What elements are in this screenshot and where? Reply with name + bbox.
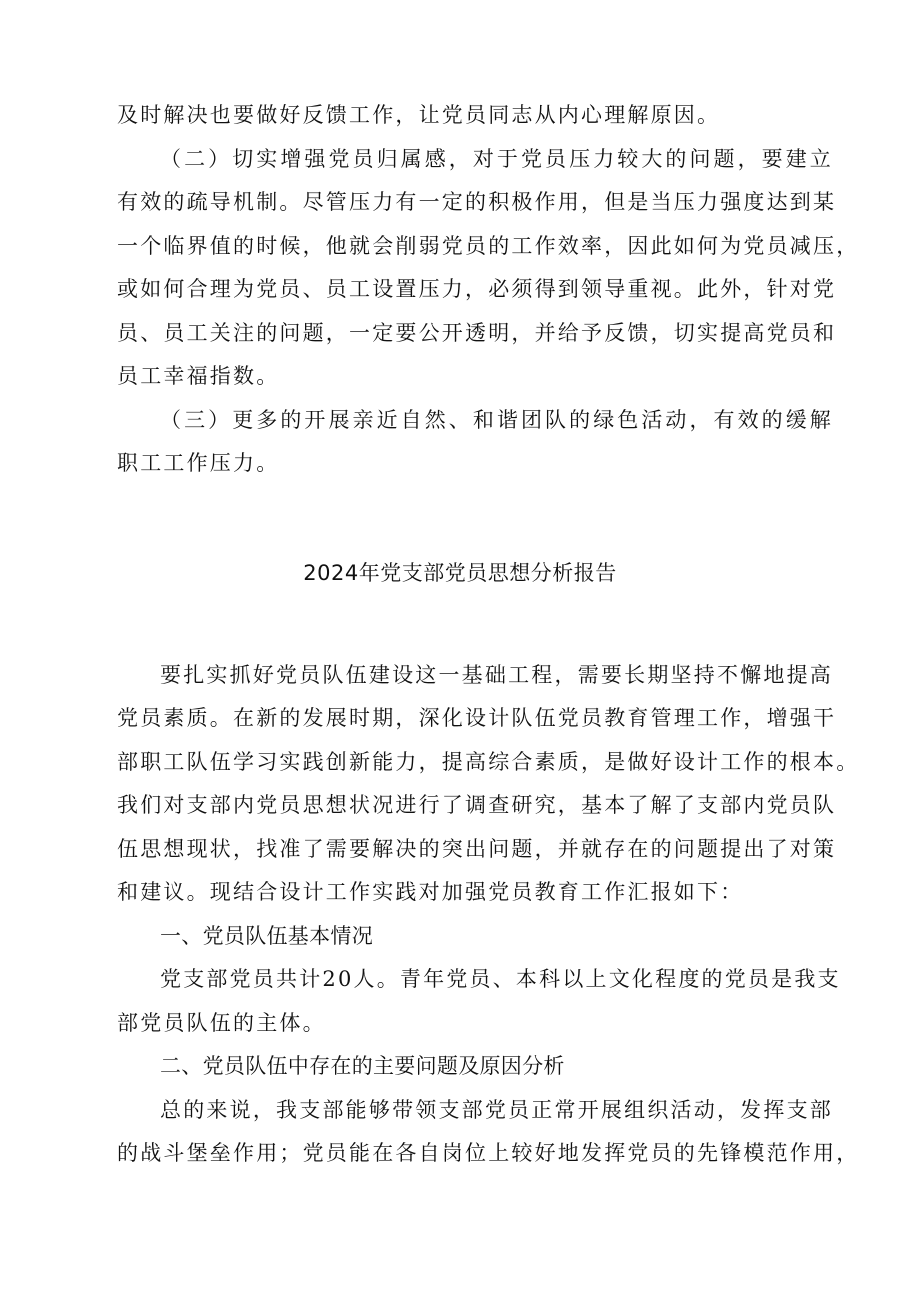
paragraph-line: 要扎实抓好党员队伍建设这一基础工程，需要长期坚持不懈地提高: [160, 663, 833, 687]
section-heading: 一、党员队伍基本情况: [160, 924, 373, 948]
paragraph-line: 伍思想现状，找准了需要解决的突出问题，并就存在的问题提出了对策: [117, 837, 837, 861]
paragraph-line: 党支部党员共计20人。青年党员、本科以上文化程度的党员是我支: [160, 967, 841, 991]
paragraph-line: 的战斗堡垒作用；党员能在各自岗位上较好地发挥党员的先锋模范作用，: [117, 1141, 860, 1165]
paragraph-line: （二）切实增强党员归属感，对于党员压力较大的问题，要建立: [160, 147, 833, 171]
paragraph-line: 我们对支部内党员思想状况进行了调查研究，基本了解了支部内党员队: [117, 793, 837, 817]
paragraph-line: 及时解决也要做好反馈工作，让党员同志从内心理解原因。: [117, 103, 721, 127]
paragraph-line: 总的来说，我支部能够带领支部党员正常开展组织活动，发挥支部: [160, 1098, 833, 1122]
report-title: 2024年党支部党员思想分析报告: [303, 561, 617, 585]
paragraph-line: 一个临界值的时候，他就会削弱党员的工作效率，因此如何为党员减压，: [117, 234, 860, 258]
paragraph-line: （三）更多的开展亲近自然、和谐团队的绿色活动，有效的缓解: [160, 408, 833, 432]
paragraph-line: 党员素质。在新的发展时期，深化设计队伍党员教育管理工作，增强干: [117, 706, 837, 730]
paragraph-line: 部党员队伍的主体。: [117, 1011, 326, 1035]
paragraph-line: 员、员工关注的问题，一定要公开透明，并给予反馈，切实提高党员和: [117, 321, 837, 345]
paragraph-line: 和建议。现结合设计工作实践对加强党员教育工作汇报如下：: [117, 880, 744, 904]
paragraph-line: 部职工队伍学习实践创新能力，提高综合素质，是做好设计工作的根本。: [117, 750, 860, 774]
paragraph-line: 职工工作压力。: [117, 451, 280, 475]
paragraph-line: 或如何合理为党员、员工设置压力，必须得到领导重视。此外，针对党: [117, 277, 837, 301]
paragraph-line: 有效的疏导机制。尽管压力有一定的积极作用，但是当压力强度达到某: [117, 190, 837, 214]
section-heading: 二、党员队伍中存在的主要问题及原因分析: [160, 1054, 565, 1078]
paragraph-line: 员工幸福指数。: [117, 364, 280, 388]
